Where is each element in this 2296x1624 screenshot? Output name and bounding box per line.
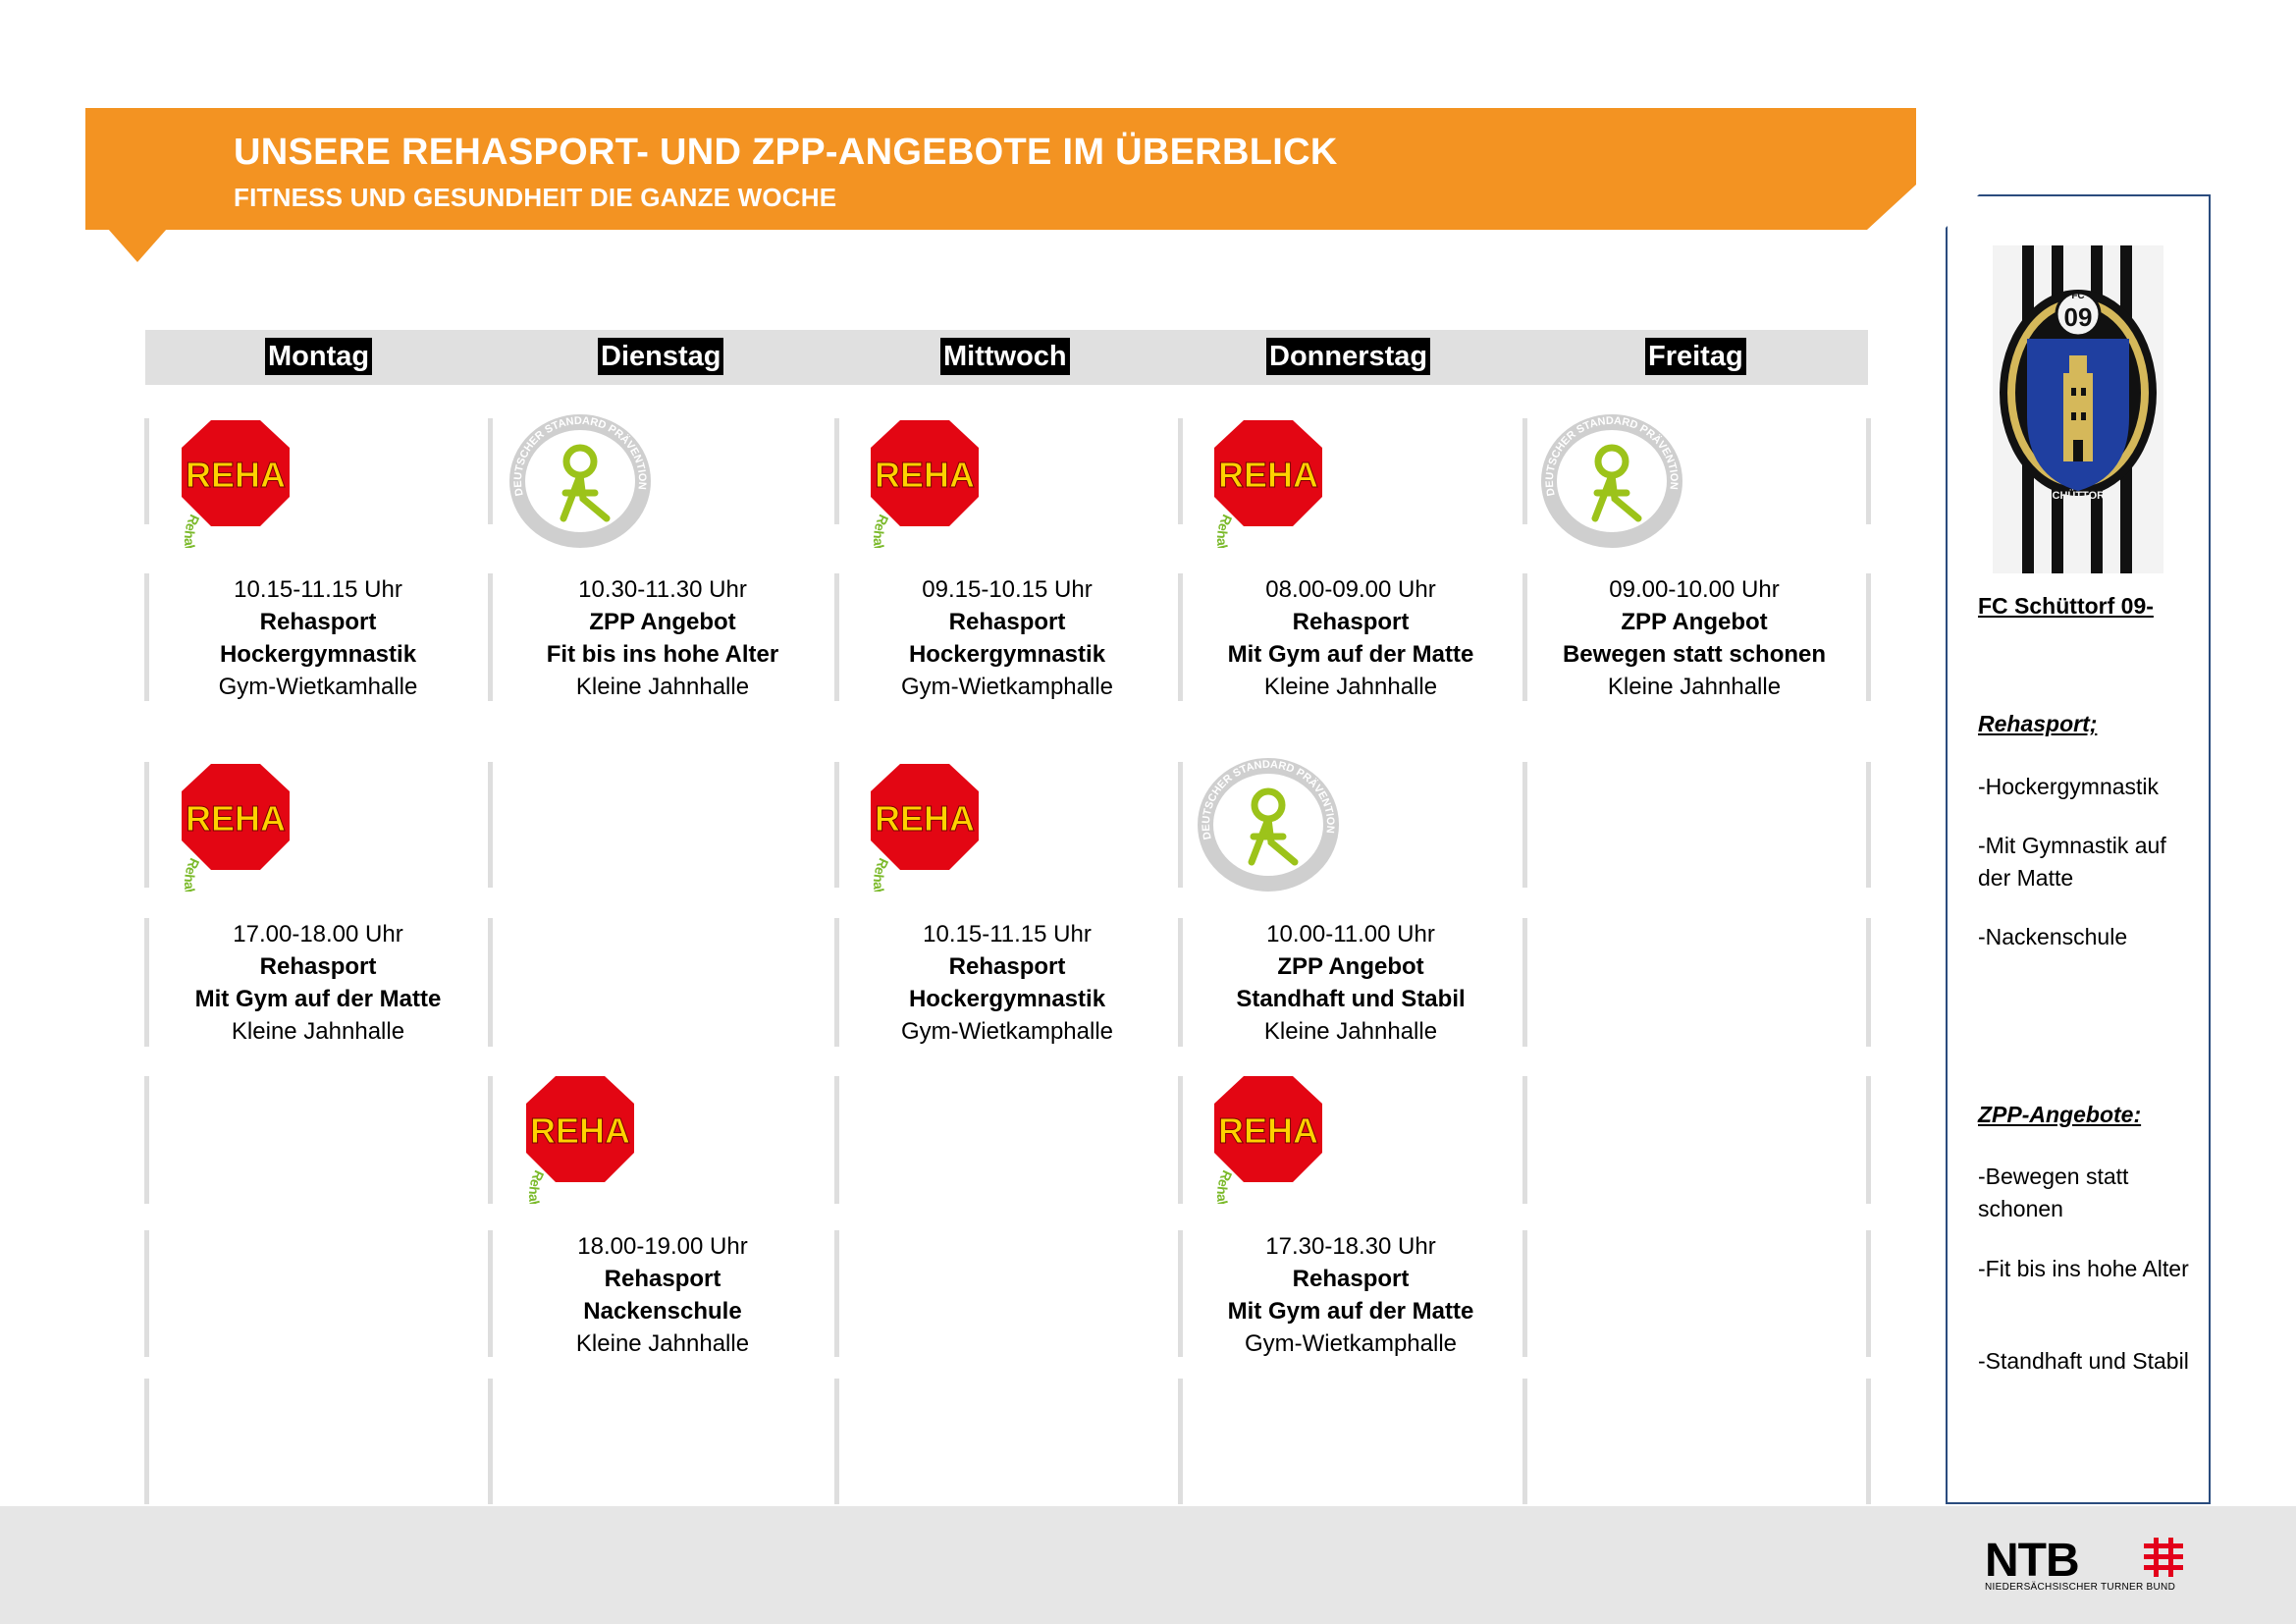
crest-fc: FC — [2071, 291, 2085, 301]
page-subtitle: FITNESS UND GESUNDHEIT DIE GANZE WOCHE — [234, 183, 837, 212]
sidebar-zpp-item: -Fit bis ins hohe Alter — [1978, 1256, 2189, 1281]
entry-mittwoch-2 — [845, 918, 1169, 1048]
column-separator — [488, 762, 493, 888]
column-separator — [1522, 573, 1527, 701]
column-separator — [834, 1230, 839, 1357]
entry-course: Mit Gym auf der Matte — [1227, 641, 1474, 668]
entry-type: ZPP Angebot — [589, 609, 736, 635]
column-separator — [834, 918, 839, 1047]
club-crest-logo — [1993, 245, 2163, 573]
column-separator — [1522, 418, 1527, 524]
column-separator — [1866, 1379, 1871, 1504]
crest-number: 09 — [2063, 302, 2093, 332]
column-separator — [488, 1230, 493, 1357]
svg-text:DEUTSCHER STANDARD PRÄVENTION: DEUTSCHER STANDARD PRÄVENTION — [511, 414, 649, 497]
column-separator — [488, 918, 493, 1047]
sidebar-rehasport-item: -Mit Gymnastik auf der Matte — [1978, 833, 2166, 891]
entry-course: Mit Gym auf der Matte — [1227, 1298, 1474, 1325]
svg-text:Rehabilitationssport. NTB: Reha — [1213, 512, 1236, 547]
reha-logo-icon — [497, 1066, 664, 1204]
zpp-logo-icon — [497, 410, 664, 548]
banner-notch — [108, 229, 167, 262]
svg-text:REHA: REHA — [185, 455, 287, 495]
sidebar-zpp-item: -Standhaft und Stabil — [1978, 1348, 2189, 1374]
entry-course: Standhaft und Stabil — [1236, 986, 1466, 1012]
entry-time: 17.30-18.30 Uhr — [1265, 1233, 1436, 1260]
column-separator — [1866, 762, 1871, 888]
svg-text:REHA: REHA — [874, 455, 976, 495]
column-separator — [1178, 573, 1183, 701]
entry-type: Rehasport — [259, 953, 377, 980]
column-separator — [1866, 918, 1871, 1047]
column-separator — [144, 418, 149, 524]
entry-time: 10.00-11.00 Uhr — [1266, 921, 1435, 947]
entry-time: 09.15-10.15 Uhr — [922, 576, 1093, 603]
entry-donnerstag-3 — [1189, 1230, 1513, 1360]
column-separator — [1866, 418, 1871, 524]
svg-text:DEUTSCHER STANDARD PRÄVENTION: DEUTSCHER STANDARD PRÄVENTION — [1200, 758, 1337, 840]
entry-type: Rehasport — [948, 609, 1066, 635]
entry-dienstag-1 — [501, 573, 825, 703]
column-separator — [834, 418, 839, 524]
column-separator — [144, 573, 149, 701]
entry-place: Gym-Wietkamphalle — [900, 674, 1114, 700]
column-separator — [1522, 1076, 1527, 1204]
entry-type: Rehasport — [1292, 1266, 1410, 1292]
entry-time: 18.00-19.00 Uhr — [577, 1233, 748, 1260]
svg-text:REHA: REHA — [529, 1110, 631, 1151]
day-label-mittwoch: Mittwoch — [940, 338, 1070, 375]
entry-montag-1 — [156, 573, 480, 703]
reha-logo-icon — [152, 754, 319, 892]
entry-place: Kleine Jahnhalle — [575, 1330, 750, 1357]
entry-time: 10.15-11.15 Uhr — [234, 576, 402, 603]
column-separator — [144, 918, 149, 1047]
entry-type: Rehasport — [604, 1266, 721, 1292]
crest-name: SCHÜTTORF — [2045, 490, 2111, 502]
sidebar-club-name: FC Schüttorf 09- — [1978, 593, 2154, 619]
svg-text:Rehabilitationssport. NTB: Reha — [525, 1167, 548, 1203]
column-separator — [1178, 1230, 1183, 1357]
entry-freitag-1 — [1532, 573, 1856, 703]
entry-montag-2 — [156, 918, 480, 1048]
column-separator — [1522, 1379, 1527, 1504]
entry-place: Gym-Wietkamhalle — [218, 674, 418, 700]
day-label-donnerstag: Donnerstag — [1266, 338, 1430, 375]
entry-type: Rehasport — [948, 953, 1066, 980]
column-separator — [1522, 918, 1527, 1047]
column-separator — [144, 762, 149, 888]
column-separator — [1866, 1230, 1871, 1357]
entry-time: 08.00-09.00 Uhr — [1265, 576, 1436, 603]
column-separator — [1178, 418, 1183, 524]
svg-text:REHA: REHA — [1217, 455, 1319, 495]
day-label-dienstag: Dienstag — [598, 338, 723, 375]
svg-text:Rehabilitationssport. NTB: Reha — [181, 855, 203, 891]
entry-time: 17.00-18.00 Uhr — [233, 921, 403, 947]
column-separator — [1178, 1076, 1183, 1204]
entry-course: Fit bis ins hohe Alter — [546, 641, 779, 668]
entry-type: ZPP Angebot — [1621, 609, 1768, 635]
zpp-logo-icon — [1185, 754, 1352, 892]
entry-place: Kleine Jahnhalle — [1607, 674, 1782, 700]
day-label-montag: Montag — [265, 338, 372, 375]
entry-place: Kleine Jahnhalle — [1263, 1018, 1438, 1045]
footer-bar — [0, 1506, 2296, 1624]
entry-course: Nackenschule — [583, 1298, 742, 1325]
entry-donnerstag-2 — [1189, 918, 1513, 1048]
column-separator — [488, 1379, 493, 1504]
entry-type: ZPP Angebot — [1277, 953, 1424, 980]
reha-logo-icon — [841, 754, 1008, 892]
sidebar-corner-cut — [1940, 189, 1985, 234]
column-separator — [834, 762, 839, 888]
entry-time: 10.30-11.30 Uhr — [578, 576, 747, 603]
sidebar-rehasport-heading: Rehasport; — [1978, 711, 2098, 736]
ntb-logo-text: NTB — [1985, 1535, 2079, 1587]
svg-text:Rehabilitationssport. NTB: Reha — [870, 512, 892, 547]
entry-time: 09.00-10.00 Uhr — [1609, 576, 1780, 603]
day-label-freitag: Freitag — [1645, 338, 1746, 375]
entry-place: Kleine Jahnhalle — [1263, 674, 1438, 700]
sidebar-zpp-heading: ZPP-Angebote: — [1978, 1102, 2142, 1127]
svg-text:Rehabilitationssport. NTB: Reha — [870, 855, 892, 891]
entry-time: 10.15-11.15 Uhr — [923, 921, 1092, 947]
sidebar-rehasport-item: -Hockergymnastik — [1978, 774, 2160, 799]
column-separator — [1866, 573, 1871, 701]
banner-corner-cut — [1867, 185, 1916, 230]
column-separator — [1522, 1230, 1527, 1357]
svg-text:REHA: REHA — [185, 798, 287, 839]
entry-course: Hockergymnastik — [219, 641, 417, 668]
reha-logo-icon — [1185, 410, 1352, 548]
entry-course: Bewegen statt schonen — [1562, 641, 1827, 668]
entry-type: Rehasport — [1292, 609, 1410, 635]
entry-place: Gym-Wietkamphalle — [900, 1018, 1114, 1045]
column-separator — [834, 1379, 839, 1504]
sidebar-rehasport-item: -Nackenschule — [1978, 924, 2128, 949]
ntb-cross-icon — [2144, 1538, 2183, 1577]
entry-dienstag-3 — [501, 1230, 825, 1360]
column-separator — [488, 418, 493, 524]
column-separator — [1178, 918, 1183, 1047]
entry-place: Kleine Jahnhalle — [575, 674, 750, 700]
svg-text:Rehabilitationssport. NTB: Reha — [1213, 1167, 1236, 1203]
column-separator — [1522, 762, 1527, 888]
column-separator — [834, 1076, 839, 1204]
reha-logo-icon — [1185, 1066, 1352, 1204]
column-separator — [144, 1076, 149, 1204]
column-separator — [834, 573, 839, 701]
entry-course: Hockergymnastik — [908, 641, 1106, 668]
svg-text:DEUTSCHER STANDARD PRÄVENTION: DEUTSCHER STANDARD PRÄVENTION — [1543, 414, 1681, 497]
entry-donnerstag-1 — [1189, 573, 1513, 703]
column-separator — [1178, 762, 1183, 888]
column-separator — [488, 573, 493, 701]
reha-logo-icon — [841, 410, 1008, 548]
entry-course: Hockergymnastik — [908, 986, 1106, 1012]
column-separator — [144, 1230, 149, 1357]
entry-place: Kleine Jahnhalle — [231, 1018, 405, 1045]
zpp-logo-icon — [1528, 410, 1695, 548]
ntb-full-name: NIEDERSÄCHSISCHER TURNER BUND — [1985, 1582, 2176, 1593]
entry-course: Mit Gym auf der Matte — [194, 986, 442, 1012]
entry-place: Gym-Wietkamphalle — [1244, 1330, 1458, 1357]
column-separator — [1178, 1379, 1183, 1504]
page-title: UNSERE REHASPORT- UND ZPP-ANGEBOTE IM ÜBERBLICK — [234, 132, 1338, 173]
column-separator — [488, 1076, 493, 1204]
svg-text:Rehabilitationssport. NTB: Reha — [181, 512, 203, 547]
svg-text:REHA: REHA — [1217, 1110, 1319, 1151]
sidebar-zpp-item: -Bewegen statt schonen — [1978, 1164, 2129, 1221]
column-separator — [144, 1379, 149, 1504]
reha-logo-icon — [152, 410, 319, 548]
column-separator — [1866, 1076, 1871, 1204]
entry-type: Rehasport — [259, 609, 377, 635]
svg-text:REHA: REHA — [874, 798, 976, 839]
entry-mittwoch-1 — [845, 573, 1169, 703]
